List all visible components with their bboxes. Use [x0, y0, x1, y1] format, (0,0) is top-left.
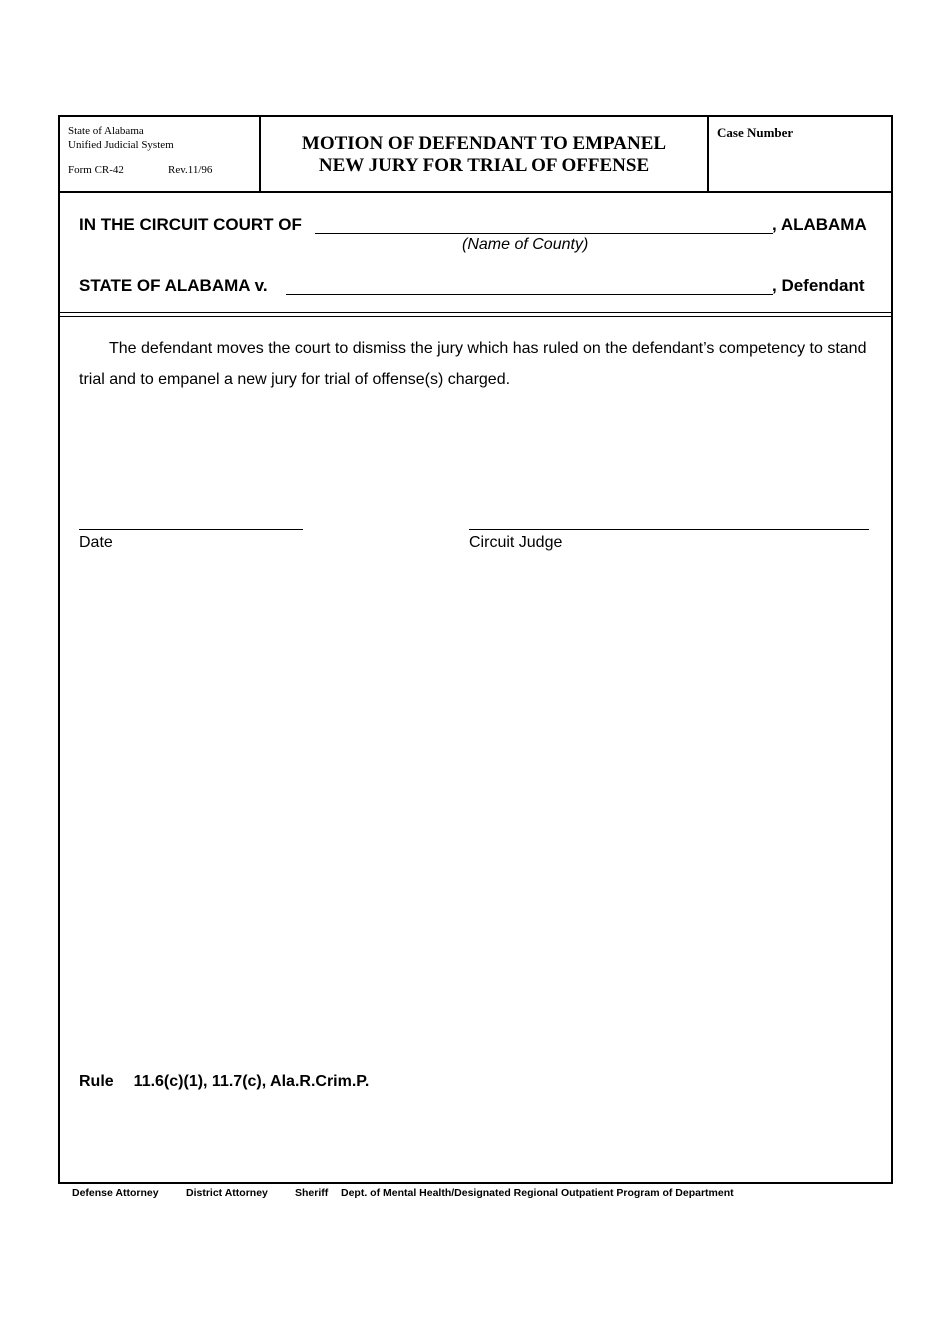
judge-signature-line[interactable] [469, 529, 869, 530]
county-hint: (Name of County) [462, 236, 589, 253]
rule-label: Rule [79, 1073, 114, 1090]
judge-label: Circuit Judge [469, 534, 563, 551]
footer-sheriff: Sheriff [295, 1187, 329, 1199]
circuit-court-label: IN THE CIRCUIT COURT OF [79, 215, 302, 234]
defendant-name-field[interactable] [286, 294, 773, 295]
case-number-box[interactable] [709, 117, 891, 191]
form-title [261, 117, 709, 191]
case-number-label: Case Number [717, 125, 794, 140]
footer-mental-health-dept: Dept. of Mental Health/Designated Regional Outpatient Program of Department [341, 1187, 734, 1199]
form-frame [58, 115, 893, 1184]
defendant-suffix: , Defendant [772, 276, 865, 295]
title-line-1: MOTION OF DEFENDANT TO EMPANEL [301, 133, 667, 154]
form-revision: Rev.11/96 [168, 164, 213, 176]
date-line[interactable] [79, 529, 303, 530]
alabama-suffix: , ALABAMA [772, 215, 867, 234]
issuer-block [60, 117, 261, 191]
title-line-2: NEW JURY FOR TRIAL OF OFFENSE [318, 155, 650, 176]
motion-text [79, 333, 879, 395]
footer-defense-attorney: Defense Attorney [72, 1187, 159, 1199]
county-field[interactable] [315, 233, 773, 234]
state-v-label: STATE OF ALABAMA v. [79, 276, 268, 295]
footer-district-attorney: District Attorney [186, 1187, 268, 1199]
state-name: State of Alabama [68, 125, 144, 137]
date-label: Date [79, 534, 113, 551]
rule-citation: 11.6(c)(1), 11.7(c), Ala.R.Crim.P. [133, 1073, 370, 1090]
motion-paragraph: The defendant moves the court to dismiss the jury which has ruled on the defendant’s competency to stand trial and to empanel a new jury for trial of offense(s) charged. [79, 340, 867, 388]
system-name: Unified Judicial System [68, 139, 174, 151]
rule-reference [79, 1073, 369, 1091]
section-divider [60, 312, 891, 317]
form-header [60, 117, 891, 193]
form-number: Form CR-42 [68, 164, 124, 176]
